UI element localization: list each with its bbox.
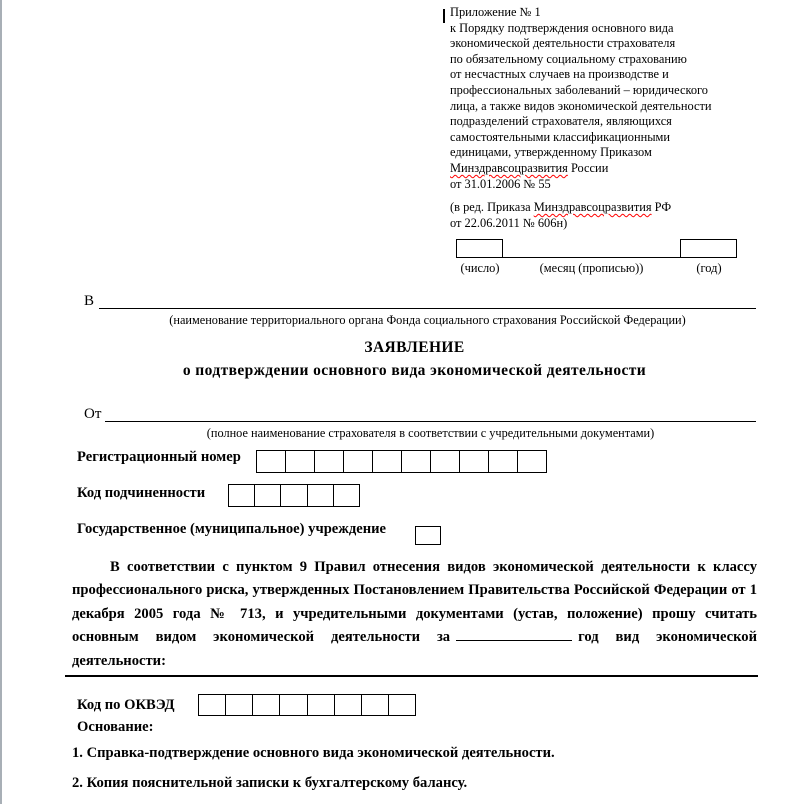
input-cell[interactable] <box>285 450 315 473</box>
input-cell[interactable] <box>279 694 307 716</box>
section-divider <box>65 675 758 677</box>
from-insurer-caption: (полное наименование страхователя в соответствии с учредительными документами) <box>206 426 655 440</box>
input-cell[interactable] <box>314 450 344 473</box>
state-institution-label: Государственное (муниципальное) учреждение <box>77 521 387 537</box>
document-subtitle: о подтверждении основного вида экономической деятельности <box>182 362 647 379</box>
input-cell[interactable] <box>252 694 280 716</box>
ground-item: 1. Справка-подтверждение основного вида экономической деятельности. <box>72 745 555 761</box>
appendix-revision-line2: от 22.06.2011 № 606н) <box>450 215 568 230</box>
appendix-order-line: от 31.01.2006 № 55 <box>450 176 551 191</box>
appendix-revision-line: (в ред. Приказа Минздравсоцразвития РФ <box>450 200 672 215</box>
appendix-line: по обязательному социальному страхованию <box>450 51 687 66</box>
appendix-line: профессиональных заболеваний – юридического <box>450 82 709 97</box>
date-day-label: (число) <box>460 261 500 275</box>
appendix-line: самостоятельными классификационными <box>450 129 671 144</box>
ground-item: 2. Копия пояснительной записки к бухгалтерскому балансу. <box>72 775 468 791</box>
misspelled-word: Минздравсоцразвития <box>450 160 568 175</box>
input-cell[interactable] <box>307 484 334 507</box>
appendix-ministry-line: Минздравсоцразвития России <box>450 160 609 175</box>
input-cell[interactable] <box>361 694 389 716</box>
from-prefix: От <box>84 406 102 422</box>
input-cell[interactable] <box>372 450 402 473</box>
appendix-line: экономической деятельности страхователя <box>450 36 676 51</box>
date-day-box[interactable] <box>456 239 503 258</box>
appendix-line: от несчастных случаев на производстве и <box>450 67 669 82</box>
page-left-edge <box>0 0 2 804</box>
text-cursor <box>443 9 445 23</box>
okved-code-label: Код по ОКВЭД <box>77 697 175 713</box>
input-cell[interactable] <box>333 484 360 507</box>
to-authority-caption: (наименование территориального органа Фонда социального страхования Российской Федерации) <box>169 313 686 327</box>
appendix-line: единицами, утвержденному Приказом <box>450 145 652 160</box>
input-cell[interactable] <box>198 694 226 716</box>
to-prefix: В <box>84 293 95 309</box>
input-cell[interactable] <box>388 694 416 716</box>
state-institution-checkbox[interactable] <box>415 526 441 545</box>
input-cell[interactable] <box>401 450 431 473</box>
subordination-code-grid[interactable] <box>228 484 360 507</box>
from-insurer-fill-line[interactable] <box>105 405 756 422</box>
input-cell[interactable] <box>254 484 281 507</box>
appendix-line: подразделений страхователя, являющихся <box>450 114 672 129</box>
input-cell[interactable] <box>228 484 255 507</box>
okved-code-grid[interactable] <box>198 694 416 716</box>
year-fill-line[interactable] <box>456 627 572 641</box>
subordination-code-label: Код подчиненности <box>77 485 206 501</box>
appendix-line: Приложение № 1 <box>450 5 541 19</box>
appendix-line: к Порядку подтверждения основного вида <box>450 20 674 35</box>
reg-number-label: Регистрационный номер <box>77 449 241 465</box>
main-paragraph: В соответствии с пунктом 9 Правил отнесения видов экономической деятельности к классу профессионального риска, утвержденных Постановлением Правительства Российской Федерации от 1 декабря 2005 года № 713, и учредительными документами (устав, положение) прошу считать основным видом экономической деятельности за год вид экономической деятельности: <box>72 559 757 669</box>
appendix-line: лица, а также видов экономической деятельности <box>450 98 712 113</box>
date-month-fill-line[interactable] <box>503 239 680 258</box>
date-year-box[interactable] <box>680 239 737 258</box>
input-cell[interactable] <box>256 450 286 473</box>
reg-number-grid[interactable] <box>256 450 547 473</box>
date-year-label: (год) <box>696 261 722 275</box>
input-cell[interactable] <box>517 450 547 473</box>
input-cell[interactable] <box>430 450 460 473</box>
to-authority-fill-line[interactable] <box>99 292 756 309</box>
input-cell[interactable] <box>307 694 335 716</box>
grounds-label: Основание: <box>77 719 154 735</box>
input-cell[interactable] <box>488 450 518 473</box>
appendix-revision-block <box>450 200 780 231</box>
misspelled-word: Минздравсоцразвития <box>533 200 652 215</box>
document-title: ЗАЯВЛЕНИЕ <box>364 339 465 356</box>
input-cell[interactable] <box>334 694 362 716</box>
input-cell[interactable] <box>225 694 253 716</box>
input-cell[interactable] <box>415 526 441 545</box>
appendix-block <box>450 5 780 231</box>
input-cell[interactable] <box>280 484 307 507</box>
date-month-label: (месяц (прописью)) <box>539 261 644 275</box>
input-cell[interactable] <box>459 450 489 473</box>
input-cell[interactable] <box>343 450 373 473</box>
